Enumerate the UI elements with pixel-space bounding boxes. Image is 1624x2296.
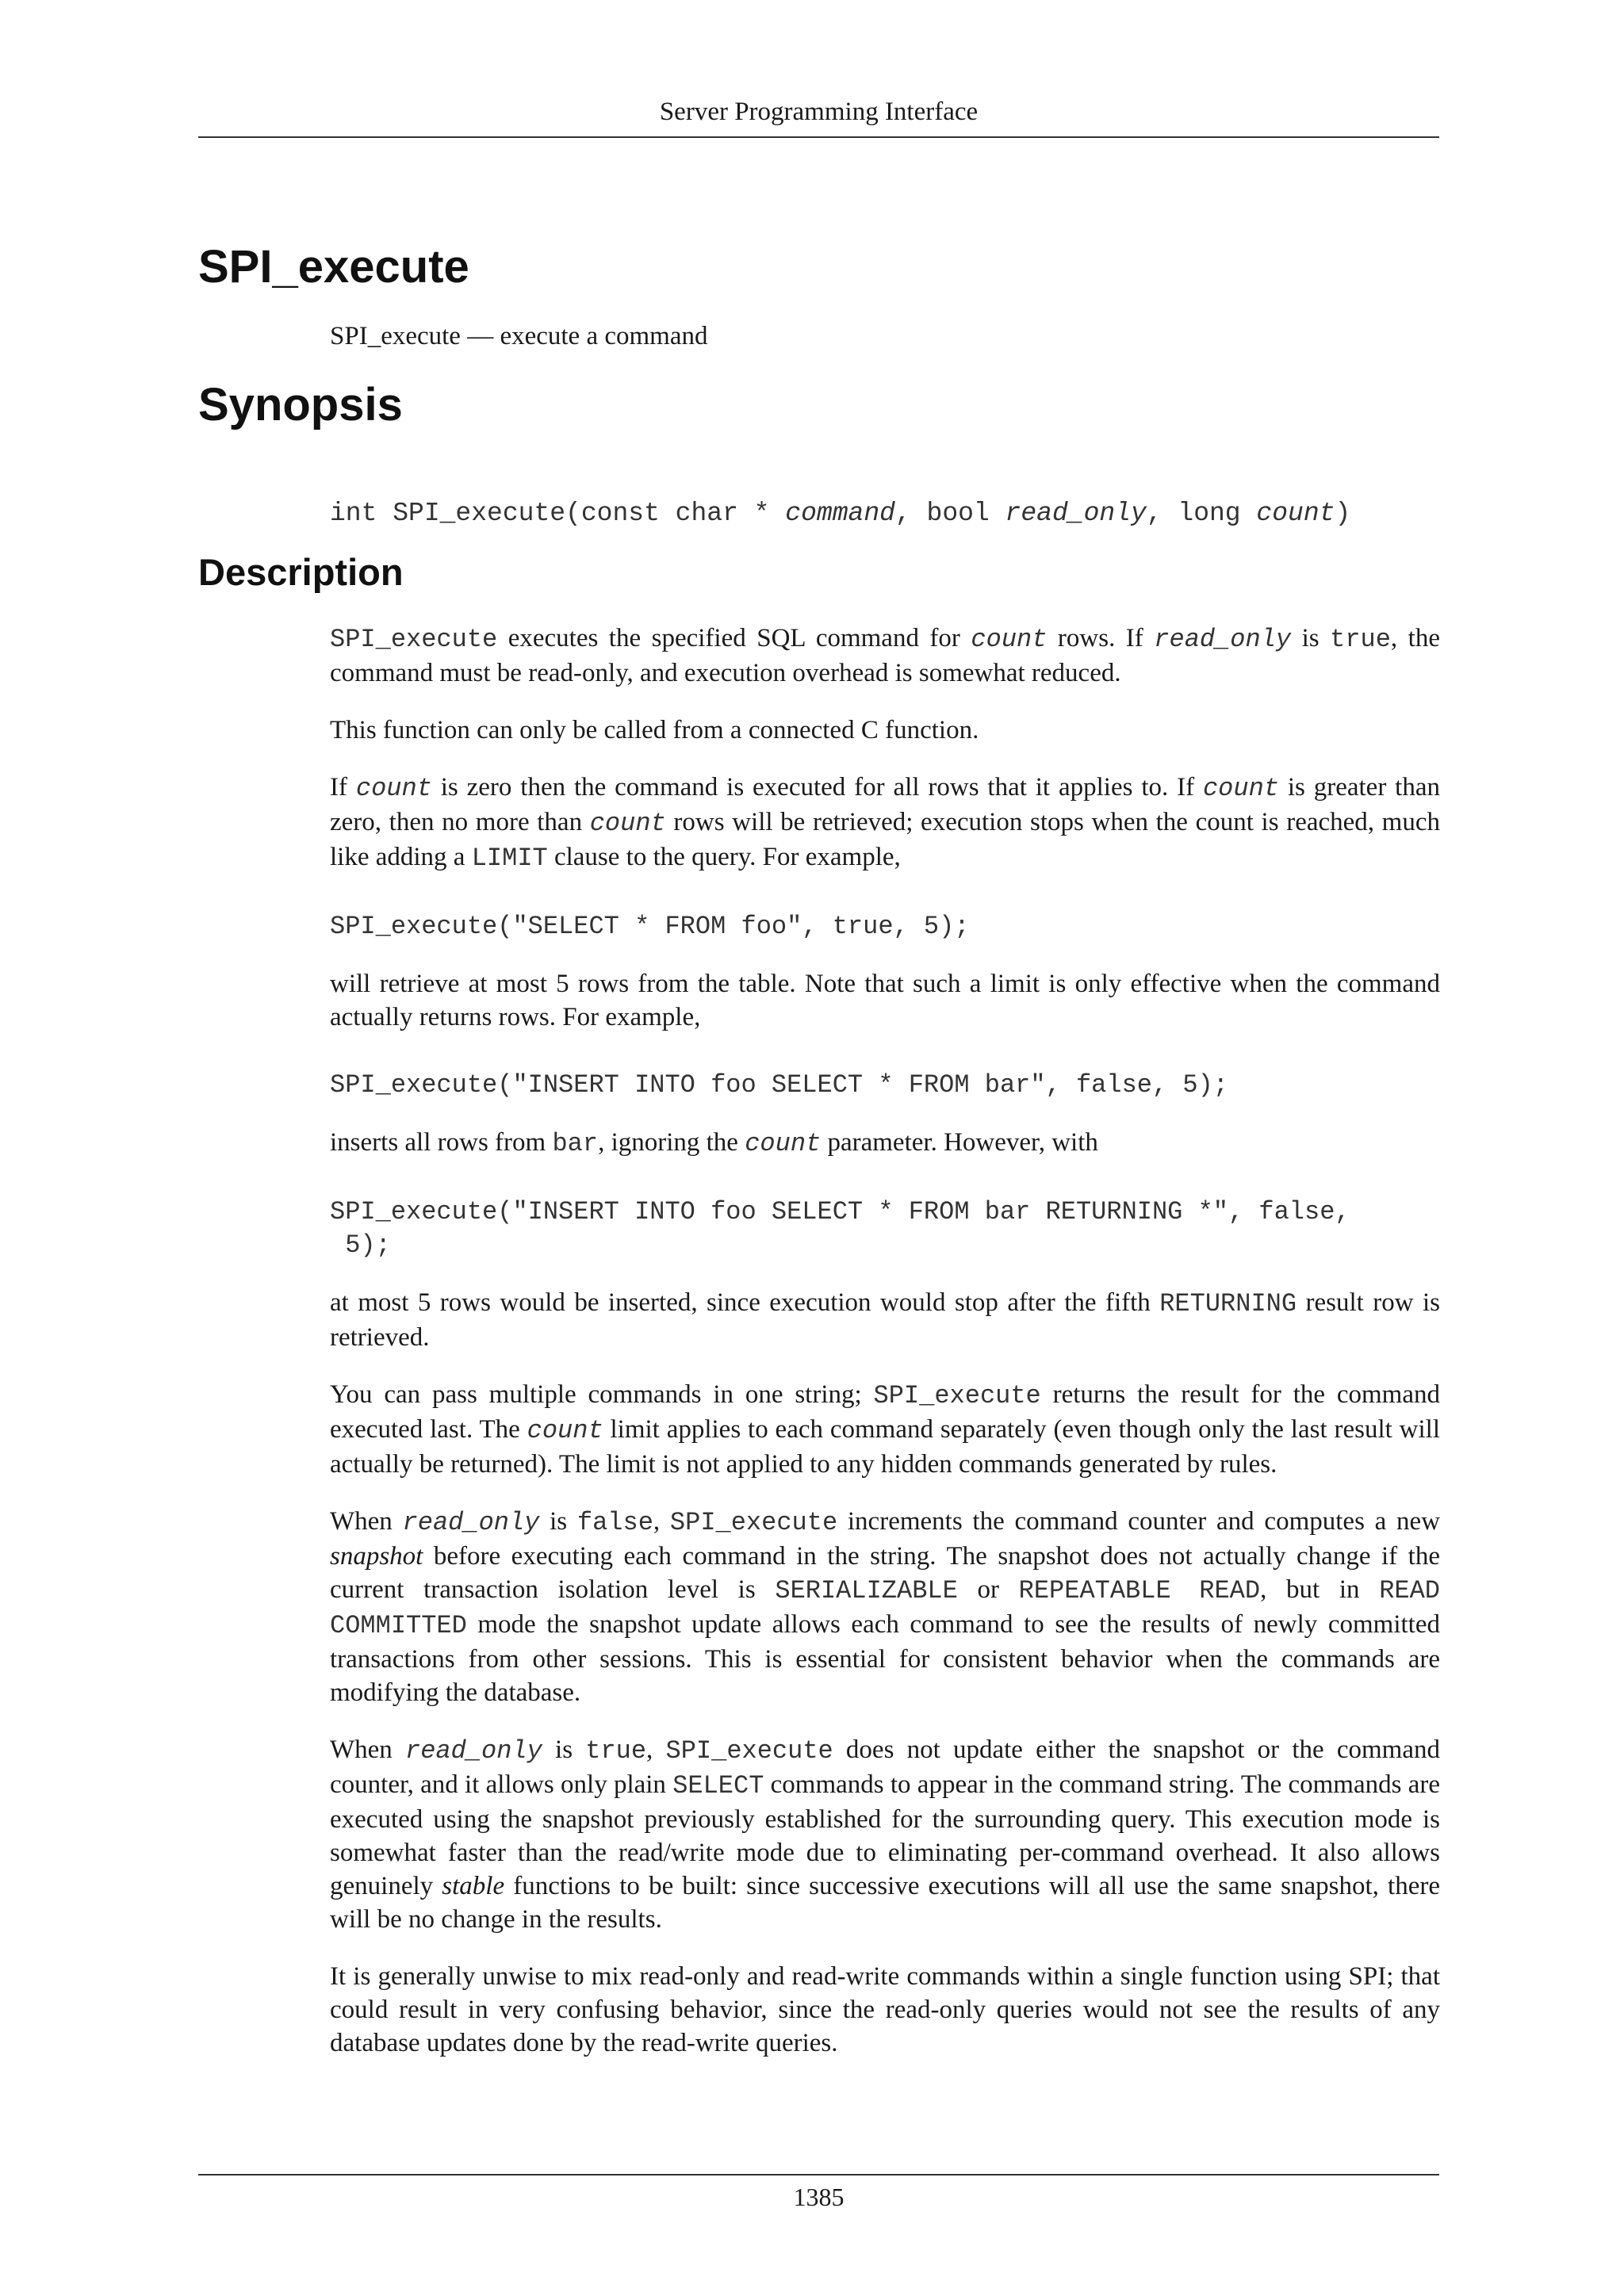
- function-synopsis: [330, 496, 1350, 531]
- param-command: command: [785, 499, 895, 528]
- paragraph: [330, 1126, 1440, 1161]
- text: clause to the query. For example,: [547, 843, 901, 871]
- inline-param: count: [1202, 774, 1279, 803]
- emphasis: snapshot: [330, 1542, 423, 1571]
- text: is: [539, 1507, 577, 1536]
- page-number: 1385: [793, 2183, 845, 2211]
- inline-code: REPEATABLE READ: [1018, 1576, 1261, 1605]
- text: executes the specified SQL command for: [497, 624, 971, 652]
- inline-param: read_only: [405, 1736, 542, 1766]
- paragraph: It is generally unwise to mix read-only and read-write commands within a single function using SPI; that could result in very confusing behavior, since the read-only queries would not see the results of any database updates done by the read-write queries.: [330, 1962, 1440, 2057]
- inline-code: READ COMMITTED: [330, 1576, 1440, 1640]
- inline-code: true: [1330, 625, 1391, 654]
- inline-param: count: [745, 1129, 822, 1158]
- text: at most 5 rows would be inserted, since execution would stop after the fifth: [330, 1288, 1160, 1317]
- text: rows. If: [1047, 624, 1155, 652]
- text: returns the result for the command executed last. The: [330, 1380, 1440, 1444]
- text: before executing each command in the string. The snapshot does not actually change if the current transaction isolation level is: [330, 1542, 1440, 1604]
- text: When: [330, 1507, 403, 1536]
- text: If: [330, 773, 356, 802]
- inline-code: bar: [552, 1129, 599, 1158]
- inline-param: read_only: [402, 1508, 540, 1537]
- code-example: SPI_execute("INSERT INTO foo SELECT * FROM bar RETURNING *", false, 5);: [330, 1197, 1350, 1260]
- paragraph: [330, 1378, 1440, 1481]
- text: mode the snapshot update allows each command to see the results of newly committed transactions from other sessions. This is essential for consistent behavior when the commands are modifying the database.: [330, 1610, 1440, 1707]
- code-example: SPI_execute("INSERT INTO foo SELECT * FROM bar", false, 5);: [330, 1070, 1228, 1100]
- ref-purpose: SPI_execute — execute a command: [330, 322, 708, 350]
- paragraph: [330, 1286, 1440, 1354]
- code-example: SPI_execute("SELECT * FROM foo", true, 5);: [330, 912, 970, 941]
- text: , ignoring the: [598, 1128, 745, 1157]
- synopsis-text: , bool: [894, 499, 1005, 528]
- text: ,: [653, 1507, 670, 1536]
- text: You can pass multiple commands in one string;: [330, 1380, 874, 1409]
- paragraph: [330, 1733, 1440, 1936]
- text: , but in: [1260, 1575, 1380, 1604]
- text: result row is retrieved.: [330, 1288, 1440, 1352]
- inline-param: count: [589, 809, 666, 838]
- text: When: [330, 1735, 405, 1764]
- synopsis-text: , long: [1146, 499, 1257, 528]
- text: increments the command counter and computes a new: [837, 1507, 1441, 1536]
- inline-code: SPI_execute: [873, 1381, 1041, 1410]
- text: functions to be built: since successive executions will all use the same snapshot, there will be no change in the results.: [330, 1872, 1440, 1934]
- header-rule: [198, 136, 1439, 138]
- paragraph: will retrieve at most 5 rows from the table. Note that such a limit is only effective when the command actually returns rows. For example,: [330, 970, 1440, 1031]
- description-heading: Description: [198, 551, 404, 593]
- inline-code: false: [576, 1508, 653, 1537]
- inline-param: read_only: [1154, 625, 1292, 654]
- text: limit applies to each command separately (even though only the last result will actually be returned). The limit is not applied to any hidden commands generated by rules.: [330, 1415, 1441, 1479]
- text: inserts all rows from: [330, 1128, 553, 1157]
- paragraph: This function can only be called from a connected C function.: [330, 716, 979, 744]
- inline-code: SERIALIZABLE: [775, 1576, 958, 1605]
- inline-code: SPI_execute: [665, 1736, 833, 1766]
- param-count: count: [1256, 499, 1335, 528]
- inline-code: SPI_execute: [330, 625, 498, 654]
- synopsis-heading: Synopsis: [198, 379, 403, 430]
- inline-param: count: [527, 1416, 603, 1445]
- running-header: Server Programming Interface: [659, 98, 979, 126]
- text: is: [1291, 624, 1331, 652]
- paragraph: [330, 622, 1440, 690]
- text: ,: [646, 1735, 666, 1764]
- text: , the command must be read-only, and execution overhead is somewhat reduced.: [330, 624, 1440, 687]
- text: is zero then the command is executed for all rows that it applies to. If: [431, 773, 1203, 802]
- synopsis-text: int SPI_execute(const char *: [330, 499, 786, 528]
- inline-param: count: [971, 625, 1048, 654]
- param-read-only: read_only: [1005, 499, 1147, 528]
- emphasis: stable: [442, 1872, 505, 1900]
- text: does not update either the snapshot or the command counter, and it allows only plain: [330, 1735, 1440, 1799]
- text: rows will be retrieved; execution stops when the count is reached, much like adding a: [330, 808, 1440, 871]
- inline-code: LIMIT: [471, 844, 548, 873]
- inline-code: RETURNING: [1159, 1289, 1297, 1318]
- text: is greater than zero, then no more than: [330, 773, 1440, 836]
- description-body: [330, 622, 1440, 2084]
- text: commands to appear in the command string. The commands are executed using the snapshot previously established for the surrounding query. This execution mode is somewhat faster than the read/write mode due to eliminating per-command overhead. It also allows genuinely: [330, 1770, 1440, 1900]
- text: is: [542, 1735, 586, 1764]
- paragraph: [330, 1505, 1440, 1709]
- inline-code: SELECT: [672, 1771, 764, 1800]
- paragraph: [330, 771, 1440, 875]
- inline-code: SPI_execute: [669, 1508, 838, 1537]
- text: parameter. However, with: [821, 1128, 1098, 1157]
- page-title: SPI_execute: [198, 241, 469, 293]
- synopsis-text: ): [1335, 499, 1351, 528]
- text: or: [957, 1575, 1019, 1604]
- footer-rule: [198, 2174, 1439, 2175]
- inline-param: count: [355, 774, 432, 803]
- inline-code: true: [585, 1736, 647, 1766]
